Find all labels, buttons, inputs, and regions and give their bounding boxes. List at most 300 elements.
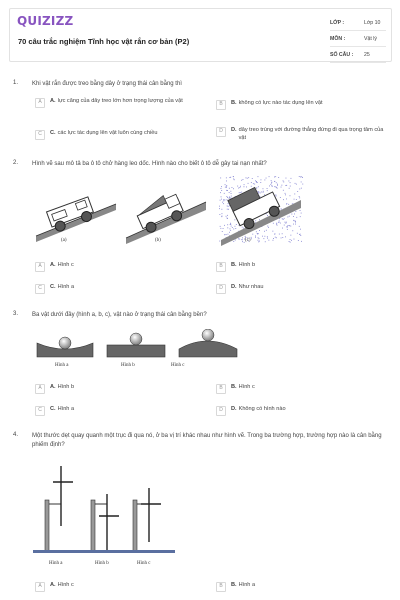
noise-dot bbox=[239, 187, 240, 188]
option-label: D. bbox=[231, 406, 237, 412]
noise-dot bbox=[301, 241, 302, 242]
noise-dot bbox=[235, 240, 236, 241]
noise-dot bbox=[227, 190, 228, 191]
noise-dot bbox=[281, 187, 282, 188]
noise-dot bbox=[241, 180, 242, 181]
noise-dot bbox=[296, 184, 297, 185]
noise-dot bbox=[224, 234, 225, 235]
noise-dot bbox=[276, 196, 277, 197]
option-letter-badge: C bbox=[35, 130, 45, 140]
option-text: Hình a bbox=[57, 406, 75, 412]
noise-dot bbox=[302, 184, 303, 185]
noise-dot bbox=[260, 193, 261, 194]
noise-dot bbox=[282, 218, 283, 219]
noise-dot bbox=[222, 202, 223, 203]
option-label: D. bbox=[231, 127, 237, 133]
noise-dot bbox=[291, 240, 292, 241]
option-b[interactable] bbox=[216, 100, 323, 110]
noise-dot bbox=[221, 186, 222, 187]
noise-dot bbox=[239, 192, 240, 193]
noise-dot bbox=[290, 242, 291, 243]
noise-dot bbox=[300, 210, 301, 211]
noise-dot bbox=[273, 238, 274, 239]
noise-dot bbox=[282, 237, 283, 238]
noise-dot bbox=[301, 213, 302, 214]
question-number: 1. bbox=[13, 80, 19, 86]
noise-dot bbox=[258, 176, 259, 177]
figure-label-c: Hình c bbox=[171, 363, 185, 368]
stand-c-figure bbox=[133, 488, 161, 552]
noise-dot bbox=[219, 206, 220, 207]
noise-dot bbox=[274, 186, 275, 187]
noise-dot bbox=[223, 200, 224, 201]
noise-dot bbox=[276, 237, 277, 238]
noise-dot bbox=[251, 182, 252, 183]
noise-dot bbox=[263, 238, 264, 239]
ball-a-figure bbox=[59, 337, 71, 349]
noise-dot bbox=[268, 227, 269, 228]
noise-dot bbox=[300, 229, 301, 230]
option-text: Hình b bbox=[57, 384, 75, 390]
noise-dot bbox=[221, 209, 222, 210]
noise-dot bbox=[220, 192, 221, 193]
noise-dot bbox=[242, 237, 243, 238]
option-letter-badge: A bbox=[35, 582, 45, 592]
noise-dot bbox=[285, 193, 286, 194]
noise-dot bbox=[247, 178, 248, 179]
noise-dot bbox=[255, 237, 256, 238]
noise-dot bbox=[226, 181, 227, 182]
noise-dot bbox=[246, 187, 247, 188]
noise-dot bbox=[269, 176, 270, 177]
noise-dot bbox=[235, 228, 236, 229]
noise-dot bbox=[222, 213, 223, 214]
noise-dot bbox=[285, 185, 286, 186]
noise-dot bbox=[267, 226, 268, 227]
noise-dot bbox=[277, 225, 278, 226]
noise-dot bbox=[252, 234, 253, 235]
noise-dot bbox=[242, 227, 243, 228]
noise-dot bbox=[223, 228, 224, 229]
noise-dot bbox=[258, 233, 259, 234]
noise-dot bbox=[244, 184, 245, 185]
noise-dot bbox=[295, 224, 296, 225]
worksheet-title: 70 câu trắc nghiệm Tĩnh học vật rắn cơ bản (P2) bbox=[18, 37, 190, 46]
convex-surface-figure bbox=[179, 341, 237, 357]
meta-key: LỚP : bbox=[330, 19, 345, 26]
noise-dot bbox=[288, 225, 289, 226]
flat-surface-figure bbox=[107, 345, 165, 357]
figure-label-a: Hình a bbox=[55, 363, 69, 368]
noise-dot bbox=[238, 188, 239, 189]
noise-dot bbox=[278, 177, 279, 178]
noise-dot bbox=[277, 188, 278, 189]
noise-dot bbox=[279, 221, 280, 222]
noise-dot bbox=[230, 198, 231, 199]
option-a[interactable] bbox=[35, 582, 74, 592]
noise-dot bbox=[226, 216, 227, 217]
noise-dot bbox=[251, 186, 252, 187]
noise-dot bbox=[295, 221, 296, 222]
option-b[interactable] bbox=[216, 582, 255, 592]
noise-dot bbox=[227, 197, 228, 198]
figure-label-c: (c) bbox=[245, 238, 251, 243]
option-d[interactable] bbox=[216, 127, 388, 142]
noise-dot bbox=[228, 203, 229, 204]
noise-dot bbox=[220, 200, 221, 201]
noise-dot bbox=[225, 187, 226, 188]
noise-dot bbox=[298, 240, 299, 241]
meta-value: Vật lý bbox=[364, 35, 377, 42]
meta-row-subject bbox=[330, 31, 386, 47]
noise-dot bbox=[221, 216, 222, 217]
noise-dot bbox=[221, 188, 222, 189]
meta-key: SỐ CÂU : bbox=[330, 51, 354, 58]
noise-dot bbox=[230, 230, 231, 231]
quizizz-logo[interactable]: QUIZIZZ bbox=[17, 14, 74, 28]
noise-dot bbox=[292, 203, 293, 204]
noise-dot bbox=[229, 192, 230, 193]
noise-dot bbox=[299, 196, 300, 197]
option-d[interactable] bbox=[216, 284, 264, 294]
noise-dot bbox=[229, 197, 230, 198]
noise-dot bbox=[220, 228, 221, 229]
noise-dot bbox=[222, 231, 223, 232]
noise-dot bbox=[246, 177, 247, 178]
noise-dot bbox=[227, 218, 228, 219]
noise-dot bbox=[219, 208, 220, 209]
noise-dot bbox=[264, 231, 265, 232]
noise-dot bbox=[234, 179, 235, 180]
noise-dot bbox=[258, 193, 259, 194]
option-label: D. bbox=[231, 284, 237, 290]
option-letter-badge: B bbox=[216, 262, 226, 272]
noise-dot bbox=[299, 226, 300, 227]
noise-dot bbox=[263, 192, 264, 193]
option-letter-badge: A bbox=[35, 98, 45, 108]
option-a[interactable] bbox=[35, 384, 74, 394]
noise-dot bbox=[300, 235, 301, 236]
noise-dot bbox=[227, 215, 228, 216]
noise-dot bbox=[226, 234, 227, 235]
option-text: các lực tác dụng lên vật luôn cùng chiều bbox=[57, 130, 158, 136]
meta-row-count bbox=[330, 47, 386, 63]
noise-dot bbox=[287, 226, 288, 227]
noise-dot bbox=[229, 188, 230, 189]
noise-dot bbox=[269, 186, 270, 187]
option-letter-badge: C bbox=[35, 284, 45, 294]
noise-dot bbox=[233, 176, 234, 177]
noise-dot bbox=[233, 229, 234, 230]
figure-label-a: Hình a bbox=[49, 561, 63, 566]
option-c[interactable] bbox=[35, 130, 157, 140]
noise-dot bbox=[223, 199, 224, 200]
noise-dot bbox=[262, 236, 263, 237]
noise-dot bbox=[242, 239, 243, 240]
noise-dot bbox=[293, 220, 294, 221]
noise-dot bbox=[284, 218, 285, 219]
noise-dot bbox=[290, 226, 291, 227]
noise-dot bbox=[275, 176, 276, 177]
stand-a-figure bbox=[45, 466, 73, 552]
option-letter-badge: A bbox=[35, 262, 45, 272]
option-letter-badge: B bbox=[216, 582, 226, 592]
option-text: Hình b bbox=[238, 262, 256, 268]
noise-dot bbox=[235, 226, 236, 227]
noise-dot bbox=[289, 216, 290, 217]
noise-dot bbox=[227, 224, 228, 225]
noise-dot bbox=[284, 225, 285, 226]
noise-dot bbox=[226, 190, 227, 191]
noise-dot bbox=[301, 176, 302, 177]
option-text: Hình c bbox=[57, 262, 74, 268]
noise-dot bbox=[289, 241, 290, 242]
meta-row-grade bbox=[330, 15, 386, 31]
noise-dot bbox=[286, 222, 287, 223]
truck-a-figure bbox=[36, 197, 116, 242]
noise-dot bbox=[283, 182, 284, 183]
noise-dot bbox=[277, 184, 278, 185]
question-text: Ba vật dưới đây (hình a, b, c), vật nào ở trạng thái cân bằng bền? bbox=[32, 312, 207, 318]
noise-dot bbox=[270, 184, 271, 185]
option-label: A. bbox=[50, 262, 56, 268]
option-label: A. bbox=[50, 98, 56, 104]
noise-dot bbox=[263, 191, 264, 192]
option-text: không có lực nào tác dụng lên vật bbox=[238, 100, 323, 106]
option-b[interactable] bbox=[216, 384, 255, 394]
option-b[interactable] bbox=[216, 262, 255, 272]
question-text: Hình vẽ sau mô tả ba ô tô chở hàng leo dốc. Hình nào cho biết ô tô dễ gây tai nạn nhất? bbox=[32, 161, 267, 167]
option-label: A. bbox=[50, 384, 56, 390]
noise-dot bbox=[267, 188, 268, 189]
noise-dot bbox=[227, 209, 228, 210]
noise-dot bbox=[286, 204, 287, 205]
noise-dot bbox=[294, 199, 295, 200]
question-number: 2. bbox=[13, 160, 19, 166]
noise-dot bbox=[299, 176, 300, 177]
noise-dot bbox=[266, 230, 267, 231]
noise-dot bbox=[259, 238, 260, 239]
question-text: Một thước dẹt quay quanh một trục đi qua nó, ở ba vị trí khác nhau như hình vẽ. Trong ba trường hợp, trường hợp nào là cân bằng phiếm định? bbox=[32, 433, 382, 448]
noise-dot bbox=[289, 188, 290, 189]
option-a[interactable] bbox=[35, 262, 74, 272]
option-label: B. bbox=[231, 100, 237, 106]
question-2 bbox=[13, 160, 388, 300]
noise-dot bbox=[295, 222, 296, 223]
option-label: B. bbox=[231, 384, 237, 390]
noise-dot bbox=[267, 236, 268, 237]
option-label: A. bbox=[50, 582, 56, 588]
noise-dot bbox=[231, 193, 232, 194]
noise-dot bbox=[221, 199, 222, 200]
noise-dot bbox=[258, 191, 259, 192]
noise-dot bbox=[286, 178, 287, 179]
noise-dot bbox=[258, 186, 259, 187]
noise-dot bbox=[243, 228, 244, 229]
noise-dot bbox=[259, 219, 260, 220]
noise-dot bbox=[256, 188, 257, 189]
noise-dot bbox=[290, 182, 291, 183]
option-label: C. bbox=[50, 284, 56, 290]
noise-dot bbox=[283, 219, 284, 220]
noise-dot bbox=[233, 179, 234, 180]
noise-dot bbox=[229, 232, 230, 233]
noise-dot bbox=[293, 224, 294, 225]
noise-dot bbox=[271, 180, 272, 181]
noise-dot bbox=[296, 217, 297, 218]
question-1 bbox=[13, 80, 388, 155]
noise-dot bbox=[299, 189, 300, 190]
noise-dot bbox=[290, 235, 291, 236]
option-text: Hình c bbox=[238, 384, 255, 390]
noise-dot bbox=[276, 182, 277, 183]
option-d[interactable] bbox=[216, 406, 286, 416]
noise-dot bbox=[224, 225, 225, 226]
noise-dot bbox=[238, 238, 239, 239]
figure-label-b: (b) bbox=[155, 238, 161, 243]
noise-dot bbox=[300, 177, 301, 178]
noise-dot bbox=[290, 239, 291, 240]
noise-dot bbox=[256, 231, 257, 232]
noise-dot bbox=[274, 177, 275, 178]
noise-dot bbox=[282, 233, 283, 234]
noise-dot bbox=[253, 183, 254, 184]
noise-dot bbox=[255, 220, 256, 221]
option-c[interactable] bbox=[35, 284, 74, 294]
noise-dot bbox=[245, 236, 246, 237]
noise-dot bbox=[219, 241, 220, 242]
noise-dot bbox=[287, 217, 288, 218]
noise-dot bbox=[220, 178, 221, 179]
noise-dot bbox=[285, 222, 286, 223]
noise-dot bbox=[294, 194, 295, 195]
noise-dot bbox=[220, 226, 221, 227]
noise-dot bbox=[226, 177, 227, 178]
noise-dot bbox=[239, 239, 240, 240]
noise-dot bbox=[290, 195, 291, 196]
option-text: dây treo trùng với đường thẳng đứng đi qua trọng tâm của vật bbox=[238, 127, 384, 141]
noise-dot bbox=[248, 183, 249, 184]
noise-dot bbox=[233, 188, 234, 189]
noise-dot bbox=[228, 209, 229, 210]
option-label: B. bbox=[231, 582, 237, 588]
noise-dot bbox=[267, 238, 268, 239]
noise-dot bbox=[272, 186, 273, 187]
question-3 bbox=[13, 311, 388, 426]
noise-dot bbox=[257, 233, 258, 234]
noise-dot bbox=[276, 223, 277, 224]
noise-dot bbox=[276, 187, 277, 188]
noise-dot bbox=[244, 186, 245, 187]
trucks-figure bbox=[31, 174, 306, 254]
noise-dot bbox=[264, 180, 265, 181]
noise-dot bbox=[275, 237, 276, 238]
noise-dot bbox=[259, 192, 260, 193]
noise-dot bbox=[234, 219, 235, 220]
meta-key: MÔN : bbox=[330, 35, 346, 42]
noise-dot bbox=[301, 182, 302, 183]
figure-label-b: Hình b bbox=[95, 561, 109, 566]
option-text: Hình c bbox=[57, 582, 74, 588]
option-letter-badge: C bbox=[35, 406, 45, 416]
noise-dot bbox=[267, 190, 268, 191]
ruler-figure bbox=[33, 460, 183, 560]
noise-dot bbox=[265, 241, 266, 242]
truck-c-figure bbox=[219, 176, 303, 246]
noise-dot bbox=[243, 179, 244, 180]
noise-dot bbox=[285, 236, 286, 237]
noise-dot bbox=[281, 209, 282, 210]
noise-dot bbox=[226, 196, 227, 197]
meta-table bbox=[330, 15, 386, 63]
noise-dot bbox=[285, 223, 286, 224]
noise-dot bbox=[297, 191, 298, 192]
noise-dot bbox=[281, 185, 282, 186]
noise-dot bbox=[230, 191, 231, 192]
noise-dot bbox=[230, 177, 231, 178]
noise-dot bbox=[302, 177, 303, 178]
worksheet-header bbox=[9, 8, 392, 62]
noise-dot bbox=[260, 182, 261, 183]
noise-dot bbox=[282, 228, 283, 229]
noise-dot bbox=[287, 227, 288, 228]
question-text: Khi vật rắn được treo bằng dây ở trạng thái cân bằng thì bbox=[32, 81, 182, 87]
noise-dot bbox=[237, 186, 238, 187]
noise-dot bbox=[232, 227, 233, 228]
figure-label-a: (a) bbox=[61, 238, 67, 243]
noise-dot bbox=[289, 225, 290, 226]
noise-dot bbox=[274, 181, 275, 182]
figure-label-b: Hình b bbox=[121, 363, 135, 368]
option-a[interactable] bbox=[35, 98, 183, 108]
noise-dot bbox=[223, 203, 224, 204]
option-label: C. bbox=[50, 130, 56, 136]
noise-dot bbox=[295, 211, 296, 212]
noise-dot bbox=[283, 190, 284, 191]
stand-b-figure bbox=[91, 494, 119, 552]
noise-dot bbox=[283, 199, 284, 200]
noise-dot bbox=[255, 236, 256, 237]
noise-dot bbox=[229, 177, 230, 178]
noise-dot bbox=[263, 188, 264, 189]
option-label: C. bbox=[50, 406, 56, 412]
noise-dot bbox=[240, 186, 241, 187]
noise-dot bbox=[230, 228, 231, 229]
option-letter-badge: A bbox=[35, 384, 45, 394]
option-letter-badge: D bbox=[216, 284, 226, 294]
noise-dot bbox=[227, 206, 228, 207]
noise-dot bbox=[297, 233, 298, 234]
figure-label-c: Hình c bbox=[137, 561, 151, 566]
noise-dot bbox=[299, 197, 300, 198]
option-letter-badge: B bbox=[216, 100, 226, 110]
noise-dot bbox=[264, 194, 265, 195]
option-c[interactable] bbox=[35, 406, 74, 416]
noise-dot bbox=[224, 200, 225, 201]
noise-dot bbox=[227, 227, 228, 228]
noise-dot bbox=[271, 182, 272, 183]
equilibrium-figure bbox=[35, 329, 240, 359]
noise-dot bbox=[273, 240, 274, 241]
noise-dot bbox=[254, 184, 255, 185]
noise-dot bbox=[283, 180, 284, 181]
noise-dot bbox=[281, 238, 282, 239]
noise-dot bbox=[258, 241, 259, 242]
noise-dot bbox=[231, 226, 232, 227]
noise-dot bbox=[233, 241, 234, 242]
noise-dot bbox=[226, 186, 227, 187]
noise-dot bbox=[256, 182, 257, 183]
